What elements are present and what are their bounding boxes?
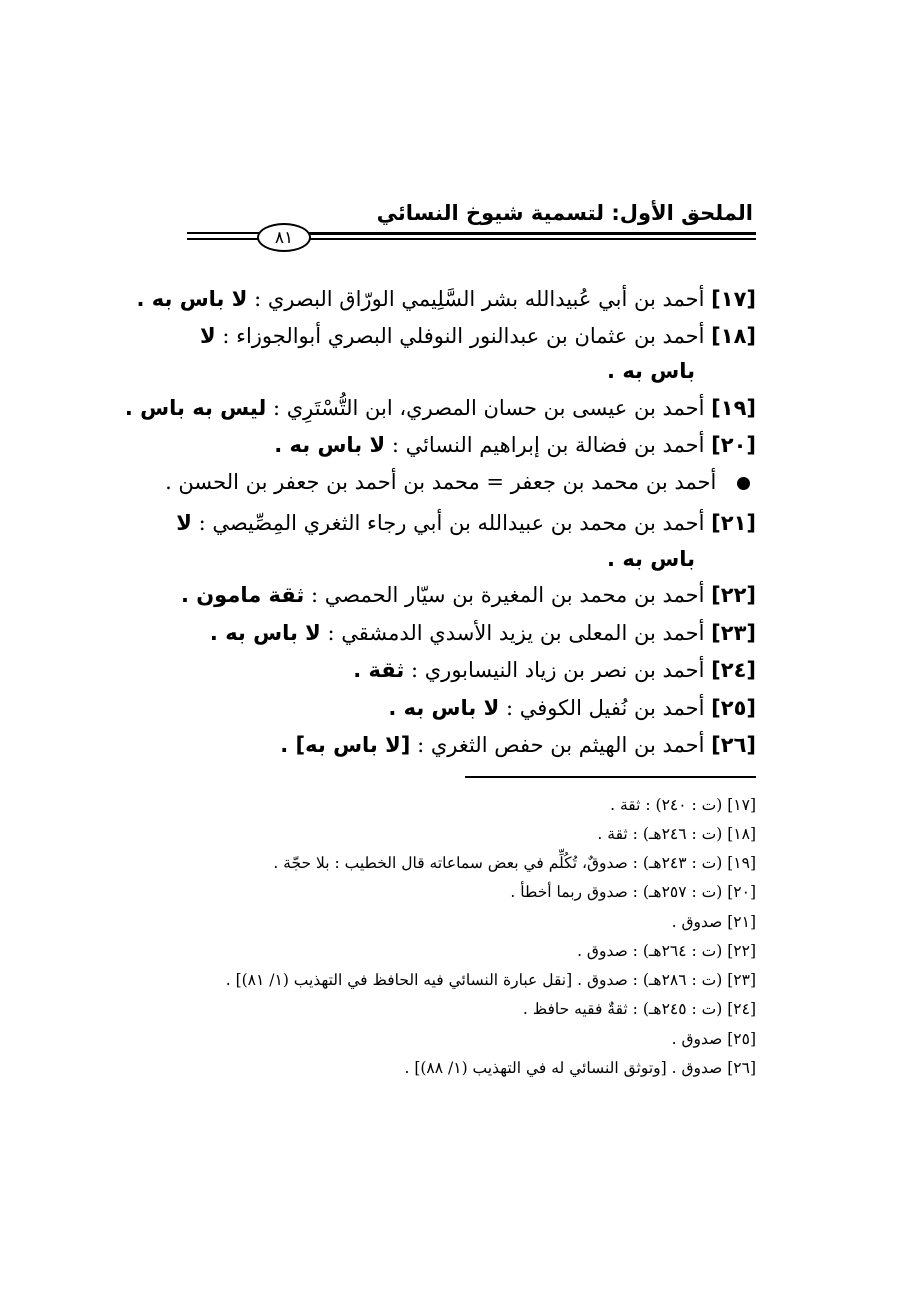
entry-19 (125, 393, 756, 423)
entry-verdict: ثقة مامون . (180, 583, 305, 607)
page-number-text: ٨١ (274, 227, 294, 248)
entry-17 (136, 284, 756, 314)
entry-verdict: لا باس به . (136, 287, 248, 311)
footnote-separator (465, 776, 756, 778)
entry-number: [٢٠] (711, 433, 756, 457)
cross-reference-text: أحمد بن محمد بن جعفر = محمد بن أحمد بن جعفر بن الحسن . (165, 470, 717, 494)
entry-verdict: [لا باس به] . (280, 733, 411, 757)
running-title: الملحق الأول: لتسمية شيوخ النسائي (376, 201, 753, 225)
footnote-17: [١٧] (ت : ٢٤٠) : ثقة . (610, 796, 756, 814)
entry-verdict: لا باس به . (209, 621, 321, 645)
entry-21-continuation (607, 544, 695, 574)
entry-number: [١٩] (711, 396, 756, 420)
entry-text: أحمد بن عثمان بن عبدالنور النوفلي البصري أبوالجوزاء : (222, 324, 705, 348)
entry-25 (388, 693, 756, 723)
entry-21 (176, 508, 756, 538)
entry-verdict: لا باس به . (388, 696, 500, 720)
cross-reference-entry (165, 467, 750, 497)
entry-number: [٢٣] (711, 621, 756, 645)
entry-text: أحمد بن المعلى بن يزيد الأسدي الدمشقي : (327, 621, 705, 645)
entry-number: [١٨] (711, 324, 756, 348)
entry-verdict: لا (199, 324, 216, 348)
entry-text: أحمد بن أبي عُبيدالله بشر السَّلِيمي الورّاق البصري : (254, 287, 705, 311)
footnote-24: [٢٤] (ت : ٢٤٥هـ) : ثقةٌ فقيه حافظ . (522, 1000, 756, 1018)
entry-text: أحمد بن نصر بن زياد النيسابوري : (410, 658, 705, 682)
entry-verdict: لا (176, 511, 192, 535)
entry-number: [٢٤] (711, 658, 756, 682)
entry-20 (274, 430, 756, 460)
entry-text: أحمد بن نُفيل الكوفي : (505, 696, 705, 720)
footnote-18: [١٨] (ت : ٢٤٦هـ) : ثقة . (597, 825, 756, 843)
entry-18 (200, 321, 756, 351)
entry-verdict: ثقة . (353, 658, 405, 682)
entry-verdict-continuation: باس به . (607, 359, 695, 383)
entry-number: [٢٢] (711, 583, 756, 607)
entry-text: أحمد بن الهيثم بن حفص الثغري : (417, 733, 705, 757)
entry-22 (181, 580, 756, 610)
footnote-20: [٢٠] (ت : ٢٥٧هـ) : صدوق ربما أخطأ . (510, 883, 756, 901)
entry-number: [١٧] (711, 287, 756, 311)
entry-18-continuation (607, 356, 695, 386)
entry-verdict-continuation: باس به . (607, 547, 695, 571)
entry-23 (210, 618, 756, 648)
entry-number: [٢١] (711, 511, 756, 535)
entry-26 (280, 730, 756, 760)
footnote-25: [٢٥] صدوق . (671, 1030, 756, 1048)
entry-number: [٢٦] (711, 733, 756, 757)
footnote-22: [٢٢] (ت : ٢٦٤هـ) : صدوق . (577, 942, 756, 960)
entry-text: أحمد بن عيسى بن حسان المصري، ابن التُّسْتَرِي : (272, 396, 705, 420)
entry-text: أحمد بن محمد بن المغيرة بن سيّار الحمصي : (310, 583, 705, 607)
footnote-21: [٢١] صدوق . (671, 913, 756, 931)
bullet-icon (737, 477, 750, 490)
entry-text: أحمد بن محمد بن عبيدالله بن أبي رجاء الثغري المِصِّيصي : (198, 511, 705, 535)
footnote-19: [١٩] (ت : ٢٤٣هـ) : صدوقٌ، تُكُلِّم في بعض سماعاته قال الخطيب : بلا حجّة . (273, 854, 756, 872)
entry-24 (353, 655, 756, 685)
entry-verdict: ليس به باس . (124, 396, 267, 420)
entry-verdict: لا باس به . (274, 433, 386, 457)
entry-text: أحمد بن فضالة بن إبراهيم النسائي : (391, 433, 705, 457)
footnote-26: [٢٦] صدوق . [وتوثق النسائي له في التهذيب (١/ ٨٨)] . (404, 1059, 756, 1077)
footnote-23: [٢٣] (ت : ٢٨٦هـ) : صدوق . [نقل عبارة النسائي فيه الحافظ في التهذيب (١/ ٨١)] . (225, 971, 756, 989)
entry-number: [٢٥] (711, 696, 756, 720)
